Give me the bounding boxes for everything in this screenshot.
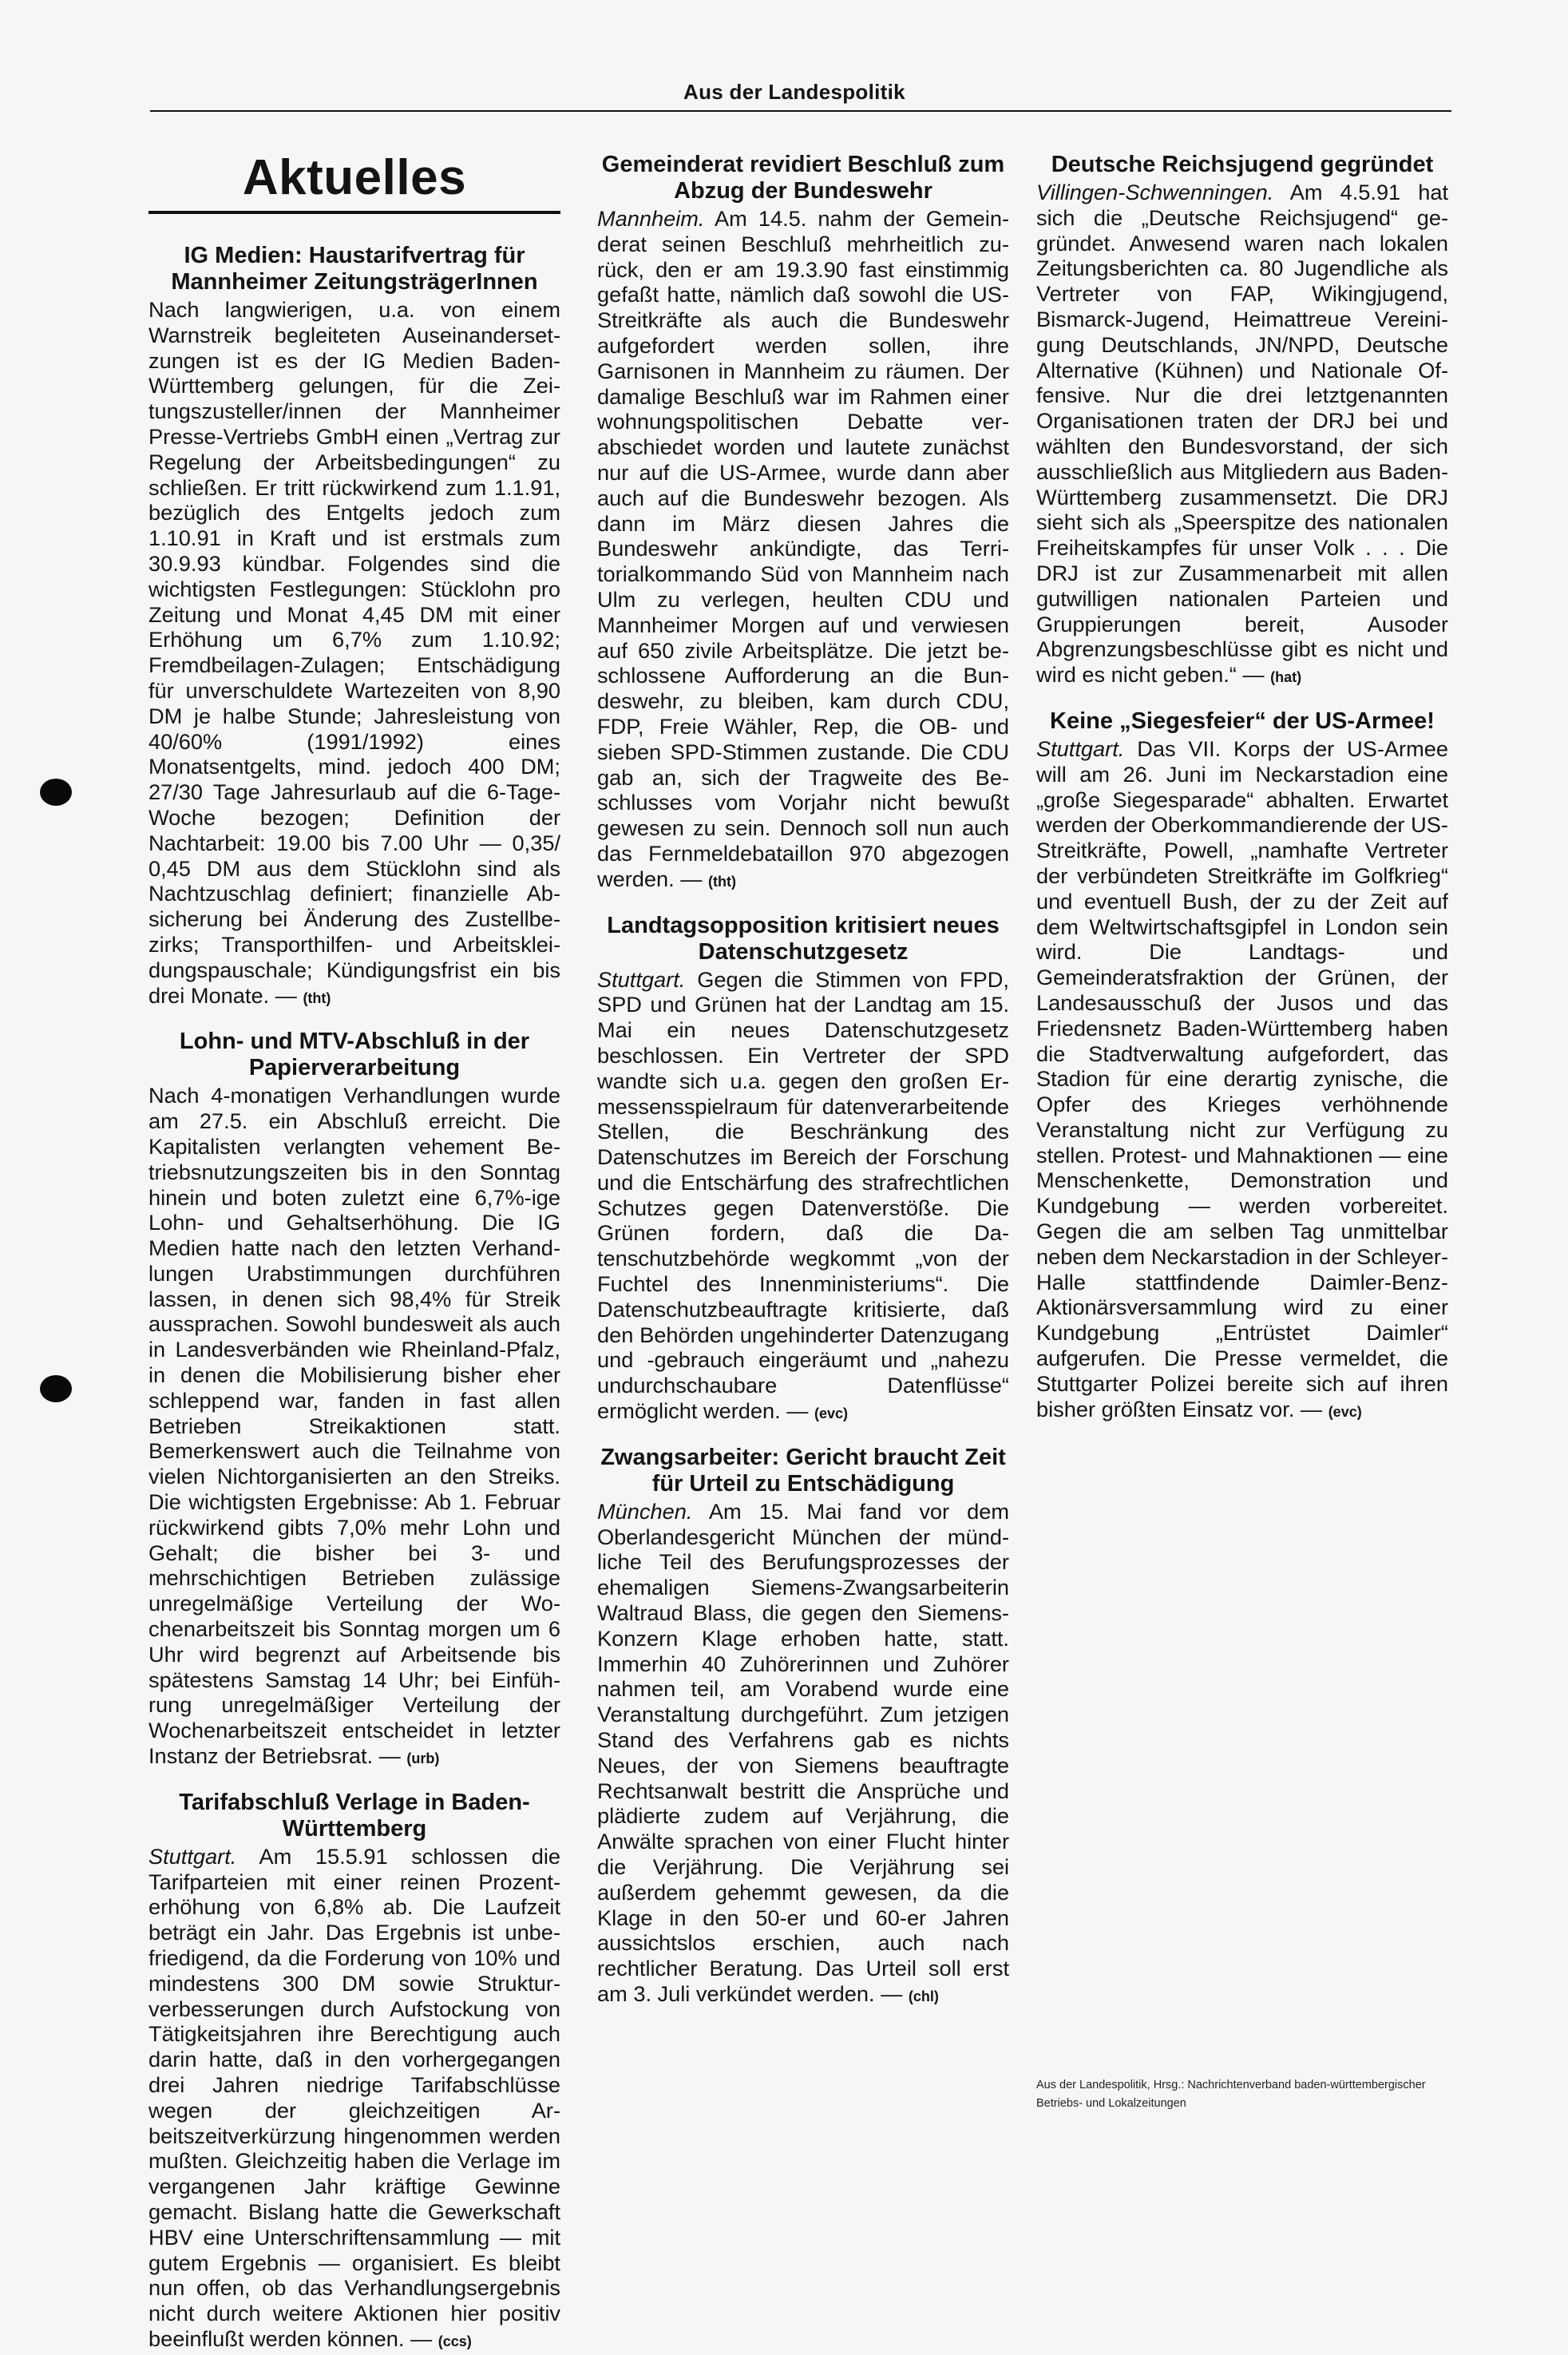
article-zwangsarbeiter	[597, 1445, 1009, 2010]
article-headline: Keine „Siegesfeier“ der US-Armee!	[1050, 708, 1435, 734]
dateline: Mannheim.	[597, 206, 705, 231]
punch-hole	[40, 779, 72, 806]
imprint: Aus der Landespolitik, Hrsg.: Nachrichtenverband baden-württembergischer Betriebs- und Lokalzeitungen	[1036, 2079, 1426, 2110]
article-text: Am 15.5.91 schlossen die Tarifparteien mit einer reinen Prozenterhöhung von 6,8% ab. Die Laufzeit beträgt ein Jahr. Das Ergebnis ist unbefriedigend, da die Forderung von 10% und mindestens 300 DM sowie Strukturverbesserungen durch Aufstockung von Tätigkeitsjahren ihre Berechtigung auch darin hatte, daß in den vorhergegangen drei Jahren niedrige Tarifabschlüsse wegen der gleichzeitigen Arbeitszeitverkürzung hingenommen werden mußten. Gleichzeitig haben die Verlage im vergangenen Jahr kräftige Gewinne gemacht. Bislang hatte die Gewerkschaft HBV eine Unterschriftensammlung — mit gutem Ergebnis — organisiert. Es bleibt nun offen, ob das Verhandlungsergebnis nicht durch weitere Aktionen hier positiv beeinflußt werden können. —	[148, 1843, 560, 2351]
article-headline: Landtagsopposition kritisiert neues Datenschutzgesetz	[607, 912, 1000, 965]
column-2	[597, 152, 1009, 2132]
section-header: Aus der Landespolitik	[683, 80, 905, 104]
article-body	[1036, 180, 1448, 691]
article-body	[597, 1499, 1009, 2010]
dateline: Villingen-Schwenningen.	[1036, 180, 1274, 204]
author-signature: (evc)	[814, 1405, 849, 1422]
article-body	[148, 1844, 560, 2355]
author-signature: (ccs)	[438, 2333, 472, 2349]
article-body	[148, 297, 560, 1011]
article-body	[597, 206, 1009, 895]
article-text: Am 4.5.91 hat sich die „Deutsche Reichsjugend“ gegründet. Anwesend waren nach lokalen Zeitungsberichten ca. 80 Jugendliche als Vertreter von FAP, Wikingjugend, Bismarck-Jugend, Heimattreue Vereinigung Deutschlands, JN/NPD, Deutsche Alternative (Kühnen) und Nationale Offensive. Nur die drei letztgenannten Organisationen traten der DRJ bei und wählten den Bundesvorstand, der sich ausschließlich aus Mitgliedern aus Baden-Württemberg zusammensetzt. Die DRJ sieht sich als „Speerspitze des nationalen Freiheitskampfes für unser Volk . . . Die DRJ ist zur Zusammenarbeit mit allen gutwilligen nationalen Parteien und Gruppierungen bereit, Ausoder Abgrenzungsbeschlüsse gibt es nicht und wird es nicht geben.“ —	[1036, 180, 1448, 688]
dateline: Stuttgart.	[1036, 735, 1125, 761]
article-text: Gegen die Stimmen von FPD, SPD und Grünen hat der Landtag am 15. Mai ein neues Datenschutzgesetz beschlossen. Ein Vertreter der SPD wandte sich u.a. gegen den großen Ermessensspielraum für datenverarbeitende Stellen, die Beschränkung des Datenschutzes im Bereich der Forschung und die Entschärfung des strafrechtlichen Schutzes gegen Datenverstöße. Die Grünen fordern, daß die Datenschutzbehörde wegkommt „von der Fuchtel des Innenministeriums“. Die Datenschutzbeauftragte kritisierte, daß den Behörden ungehinderter Datenzugang und -gebrauch eingeräumt und „nahezu undurchschaubare Datenflüsse“ ermöglicht werden. —	[597, 966, 1009, 1424]
article-headline: IG Medien: Haustarifvertrag für Mannheimer ZeitungsträgerInnen	[171, 243, 538, 295]
article-body	[148, 1083, 560, 1772]
header-rule	[150, 110, 1451, 112]
column-3	[1036, 152, 1448, 2132]
article-reichsjugend	[1036, 152, 1448, 691]
page-title: Aktuelles	[242, 150, 467, 205]
article-ig-medien	[148, 243, 560, 1011]
article-tarifabschluss-verlage	[148, 1790, 560, 2355]
article-body	[597, 967, 1009, 1427]
column-1	[148, 150, 560, 2351]
article-headline: Lohn- und MTV-Abschluß in der Papierverarbeitung	[179, 1029, 530, 1081]
author-signature: (tht)	[708, 873, 737, 890]
article-papierverarbeitung	[148, 1029, 560, 1772]
author-signature: (chl)	[908, 1988, 939, 2004]
title-rule	[148, 211, 560, 214]
dateline: Stuttgart.	[148, 1843, 237, 1869]
article-text: Am 14.5. nahm der Gemeinderat seinen Beschluß mehrheitlich zurück, den er am 19.3.90 fast einstimmig gefaßt hatte, nämlich daß sowohl die US-Streitkräfte als auch die Bundeswehr aufgefordert werden sollen, ihre Garnisonen in Mannheim zu räumen. Der damalige Beschluß war im Rahmen einer wohnungspolitischen Debatte verabschiedet worden und lautete zunächst nur auf die US-Armee, wurde dann aber auch auf die Bundeswehr bezogen. Als dann im März diesen Jahres die Bundeswehr ankündigte, das Territorialkommando Süd von Mannheim nach Ulm zu verlegen, heulten CDU und Mannheimer Morgen auf und verwiesen auf 650 zivile Arbeitsplätze. Die jetzt beschlossene Aufforderung an die Bundeswehr, zu bleiben, kam durch CDU, FDP, Freie Wähler, Rep, die OB- und sieben SPD-Stimmen zustande. Die CDU gab an, sich der Tragweite des Beschlusses vom Vorjahr nicht bewußt gewesen zu sein. Dennoch soll nun auch das Fernmeldebataillon 970 abgezogen werden. —	[597, 206, 1009, 891]
article-datenschutz	[597, 913, 1009, 1427]
article-body	[1036, 736, 1448, 1425]
dateline: Stuttgart.	[597, 966, 686, 992]
punch-hole	[40, 1375, 72, 1402]
author-signature: (evc)	[1328, 1403, 1362, 1420]
article-headline: Deutsche Reichsjugend gegründet	[1051, 152, 1434, 177]
dateline: München.	[597, 1498, 693, 1524]
article-text: Am 15. Mai fand vor dem Oberlandesgericht München der mündliche Teil des Berufungsprozesses der ehemaligen Siemens-Zwangsarbeiterin Waltraud Blass, die gegen den Siemens-Konzern Klage erhoben hatte, statt. Immerhin 40 Zuhörerinnen und Zuhörer nahmen teil, am Vorabend wurde eine Veranstaltung durchgeführt. Zum jetzigen Stand des Verfahrens gab es nichts Neues, der von Siemens beauftragte Rechtsanwalt bestritt die Ansprüche und plädierte zudem auf Verjährung, die Anwälte sprachen von einer Flucht hinter die Verjährung. Die Verjährung sei außerdem gehemmt gewesen, da die Klage in den 50-er und 60-er Jahren aussichtslos erschien, auch nach rechtlicher Beratung. Das Urteil soll erst am 3. Juli verkündet werden. —	[597, 1498, 1009, 2006]
article-headline: Zwangsarbeiter: Gericht braucht Zeit für Urteil zu Entschädigung	[600, 1444, 1006, 1497]
author-signature: (urb)	[406, 1750, 440, 1767]
article-headline: Tarifabschluß Verlage in Baden-Württemberg	[179, 1789, 530, 1842]
article-gemeinderat	[597, 152, 1009, 895]
article-headline: Gemeinderat revidiert Beschluß zum Abzug der Bundeswehr	[601, 152, 1005, 204]
article-siegesfeier	[1036, 708, 1448, 1425]
article-text: Nach 4-monatigen Verhandlungen wurde am 27.5. ein Abschluß erreicht. Die Kapitalisten verlangten vehement Betriebsnutzungszeiten bis in den Sonntag hinein und boten zuletzt eine 6,7%-ige Lohn- und Gehaltserhöhung. Die IG Medien hatte nach den letzten Verhandlungen Urabstimmungen durchführen lassen, in denen sich 98,4% für Streik aussprachen. Sowohl bundesweit als auch in Landesverbänden wie Rheinland-Pfalz, in denen die Mobilisierung bisher eher schleppend war, fanden in fast allen Betrieben Streikaktionen statt. Bemerkenswert auch die Teilnahme von vielen Nichtorganisierten an den Streiks. Die wichtigsten Ergebnisse: Ab 1. Februar rückwirkend gibts 7,0% mehr Lohn und Gehalt; die bisher bei 3- und mehrschichtigen Betrieben zulässige unregelmäßige Verteilung der Wochenarbeitszeit bis Sonntag morgen um 6 Uhr wird begrenzt auf Arbeitsende bis spätestens Samstag 14 Uhr; bei Einführung unregelmäßiger Verteilung der Wochenarbeitszeit entscheidet in letzter Instanz der Betriebsrat. —	[148, 1083, 560, 1769]
author-signature: (tht)	[303, 989, 331, 1006]
author-signature: (hat)	[1270, 669, 1302, 686]
article-text: Nach langwierigen, u.a. von einem Warnstreik begleiteten Auseinandersetzungen ist es der IG Medien Baden-Württemberg gelungen, für die Zeitungszusteller/innen der Mannheimer Presse-Vertriebs GmbH einen „Vertrag zur Regelung der Arbeitsbedingungen“ zu schließen. Er tritt rückwirkend zum 1.1.91, bezüglich des Entgelts jedoch zum 1.10.91 in Kraft und ist erstmals zum 30.9.93 kündbar. Folgendes sind die wichtigsten Festlegungen: Stücklohn pro Zeitung und Monat 4,45 DM mit einer Erhöhung um 6,7% zum 1.10.92; Fremdbeilagen-Zulagen; Entschädigung für unverschuldete Wartezeiten von 8,90 DM je halbe Stunde; Jahresleistung von 40/60% (1991/1992) eines Monatsentgelts, mind. jedoch 400 DM; 27/30 Tage Jahresurlaub auf die 6-Tage-Woche bezogen; Definition der Nachtarbeit: 19.00 bis 7.00 Uhr — 0,35/ 0,45 DM aus dem Stücklohn sind als Nachtzuschlag definiert; finanzielle Absicherung bei Änderung des Zustellbezirks; Transporthilfen- und Arbeitskleidungspauschale; Kündigungsfrist ein bis drei Monate. —	[148, 297, 560, 1008]
article-text: Das VII. Korps der US-Armee will am 26. Juni im Neckarstadion eine „große Siegesparade“ abhalten. Erwartet werden der Oberkommandierende der US-Streitkräfte, Powell, „namhafte Vertreter der verbündeten Streitkräfte im Golfkrieg“ und eventuell Bush, der zu der Zeit auf dem Weltwirtschaftsgipfel in London sein wird. Die Landtags- und Gemeinderatsfraktion der Grünen, der Landesausschuß der Jusos und das Friedensnetz Baden-Württemberg haben die Stadtverwaltung aufgefordert, das Stadion für eine derartig zynische, die Opfer des Krieges verhöhnende Veranstaltung nicht zur Verfügung zu stellen. Protest- und Mahnaktionen — eine Menschenkette, Demonstration und Kundgebung — werden vorbereitet. Gegen die am selben Tag unmittelbar neben dem Neckarstadion in der Schleyer-Halle stattfindende Daimler-Benz-Aktionärsversammlung wird zu einer Kundgebung „Entrüstet Daimler“ aufgerufen. Die Presse vermeldet, die Stuttgarter Polizei bereite sich auf ihren bisher größten Einsatz vor. —	[1036, 735, 1448, 1421]
